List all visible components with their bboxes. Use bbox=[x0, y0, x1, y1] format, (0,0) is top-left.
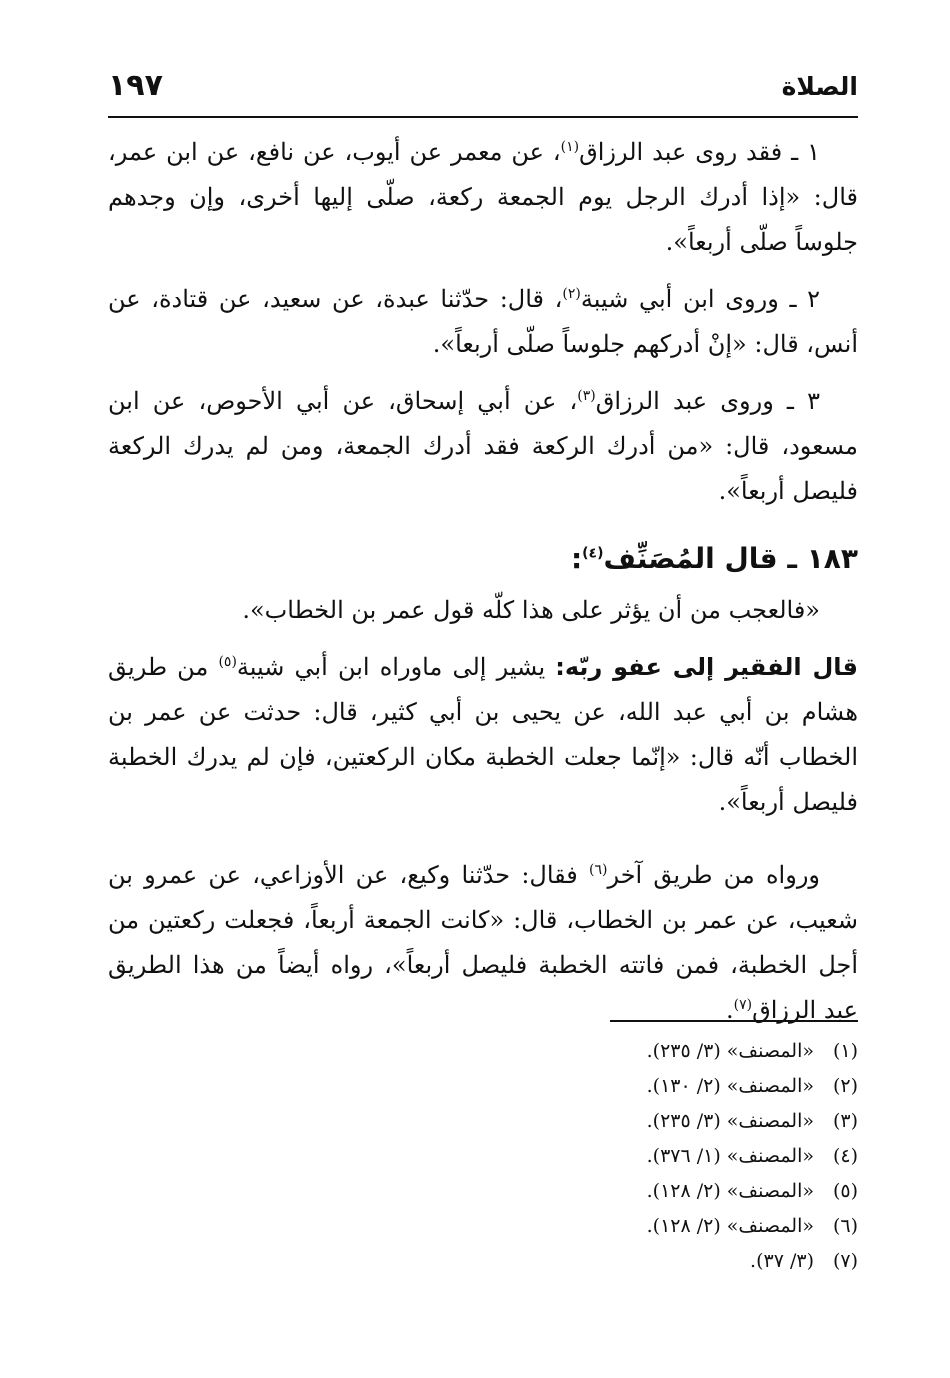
footnotes bbox=[108, 1034, 858, 1279]
main-text bbox=[108, 130, 858, 1045]
paragraph-2-text-a: ٢ ـ وروى ابن أبي شيبة bbox=[580, 285, 821, 313]
closing-text-c: . bbox=[726, 996, 734, 1024]
page-number: ١٩٧ bbox=[108, 68, 163, 103]
footnote-number: (٧) bbox=[832, 1250, 858, 1272]
footnote-number: (١) bbox=[832, 1040, 858, 1062]
paragraph-3 bbox=[108, 379, 858, 514]
footnote-text: «المصنف» (٣/ ٢٣٥). bbox=[646, 1110, 814, 1132]
commentary-text-b: من طريق هشام بن أبي عبد الله، عن يحيى بن أبي كثير، قال: حدثت عن عمر بن الخطاب أنّه قال: «إنّما جعلت الخطبة مكان الركعتين، فإن لم يدرك الخطبة فليصل أربعاً». bbox=[108, 653, 858, 816]
footnote-number: (٦) bbox=[832, 1215, 858, 1237]
paragraph-2 bbox=[108, 277, 858, 367]
footnote-ref-1: (١) bbox=[560, 139, 580, 155]
paragraph-1 bbox=[108, 130, 858, 265]
paragraph-1-text-a: ١ ـ فقد روى عبد الرزاق bbox=[579, 138, 820, 166]
footnote-ref-5: (٥) bbox=[218, 654, 237, 670]
paragraph-2-text-b: ، قال: حدّثنا عبدة، عن سعيد، عن قتادة، عن أنس، قال: «إنْ أدركهم جلوساً صلّى أربعاً». bbox=[108, 285, 858, 358]
paragraph-3-text-b: ، عن أبي إسحاق، عن أبي الأحوص، عن ابن مسعود، قال: «من أدرك الركعة فقد أدرك الجمعة، ومن لم يدرك الركعة فليصل أربعاً». bbox=[108, 387, 858, 505]
commentary-text-a: يشير إلى ماوراه ابن أبي شيبة bbox=[236, 653, 556, 681]
footnote-ref-3: (٣) bbox=[577, 388, 596, 404]
author-quote: «فالعجب من أن يؤثر على هذا كلّه قول عمر بن الخطاب». bbox=[242, 596, 820, 624]
footnote-item bbox=[108, 1209, 858, 1244]
running-title: الصلاة bbox=[781, 72, 858, 101]
footnote-number: (٤) bbox=[832, 1145, 858, 1167]
footnote-text: «المصنف» (٣/ ٢٣٥). bbox=[646, 1040, 814, 1062]
footnote-rule bbox=[610, 1020, 858, 1022]
closing-text-a: ورواه من طريق آخر bbox=[607, 861, 820, 889]
footnote-item bbox=[108, 1174, 858, 1209]
paragraph-1-text-b: ، عن معمر عن أيوب، عن نافع، عن ابن عمر، قال: «إذا أدرك الرجل يوم الجمعة ركعة، صلّى إليها أخرى، وإن وجدهم جلوساً صلّى أربعاً». bbox=[108, 138, 858, 256]
footnote-ref-2: (٢) bbox=[562, 286, 581, 302]
section-heading bbox=[108, 536, 858, 582]
footnote-item bbox=[108, 1034, 858, 1069]
footnote-number: (٣) bbox=[832, 1110, 858, 1132]
commentary-paragraph bbox=[108, 645, 858, 825]
footnote-text: «المصنف» (٢/ ١٣٠). bbox=[646, 1075, 814, 1097]
closing-paragraph bbox=[108, 853, 858, 1033]
footnote-item bbox=[108, 1139, 858, 1174]
footnote-item bbox=[108, 1069, 858, 1104]
page-header bbox=[108, 66, 858, 114]
section-heading-colon: : bbox=[570, 542, 583, 575]
footnote-ref-6: (٦) bbox=[588, 862, 608, 878]
footnote-number: (٢) bbox=[832, 1075, 858, 1097]
footnote-item bbox=[108, 1244, 858, 1279]
closing-text-b: فقال: حدّثنا وكيع، عن الأوزاعي، عن عمرو بن شعيب، عن عمر بن الخطاب، قال: «كانت الجمعة أربعاً، فجعلت ركعتين من أجل الخطبة، فمن فاتته الخطبة فليصل أربعاً»، رواه أيضاً من هذا الطريق عبد الرزاق bbox=[108, 861, 858, 1024]
header-rule bbox=[108, 116, 858, 118]
section-heading-text: ١٨٣ ـ قال المُصَنِّف bbox=[603, 542, 858, 575]
footnote-text: «المصنف» (٢/ ١٢٨). bbox=[646, 1215, 814, 1237]
footnote-ref-4: (٤) bbox=[582, 545, 604, 562]
footnote-text: «المصنف» (١/ ٣٧٦). bbox=[646, 1145, 814, 1167]
footnote-ref-7: (٧) bbox=[733, 997, 753, 1013]
footnote-item bbox=[108, 1104, 858, 1139]
footnote-number: (٥) bbox=[832, 1180, 858, 1202]
footnote-text: «المصنف» (٢/ ١٢٨). bbox=[646, 1180, 814, 1202]
footnote-text: (٣/ ٣٧). bbox=[750, 1250, 814, 1272]
paragraph-3-text-a: ٣ ـ وروى عبد الرزاق bbox=[595, 387, 820, 415]
commentary-lead: قال الفقير إلى عفو ربّه: bbox=[555, 653, 858, 681]
